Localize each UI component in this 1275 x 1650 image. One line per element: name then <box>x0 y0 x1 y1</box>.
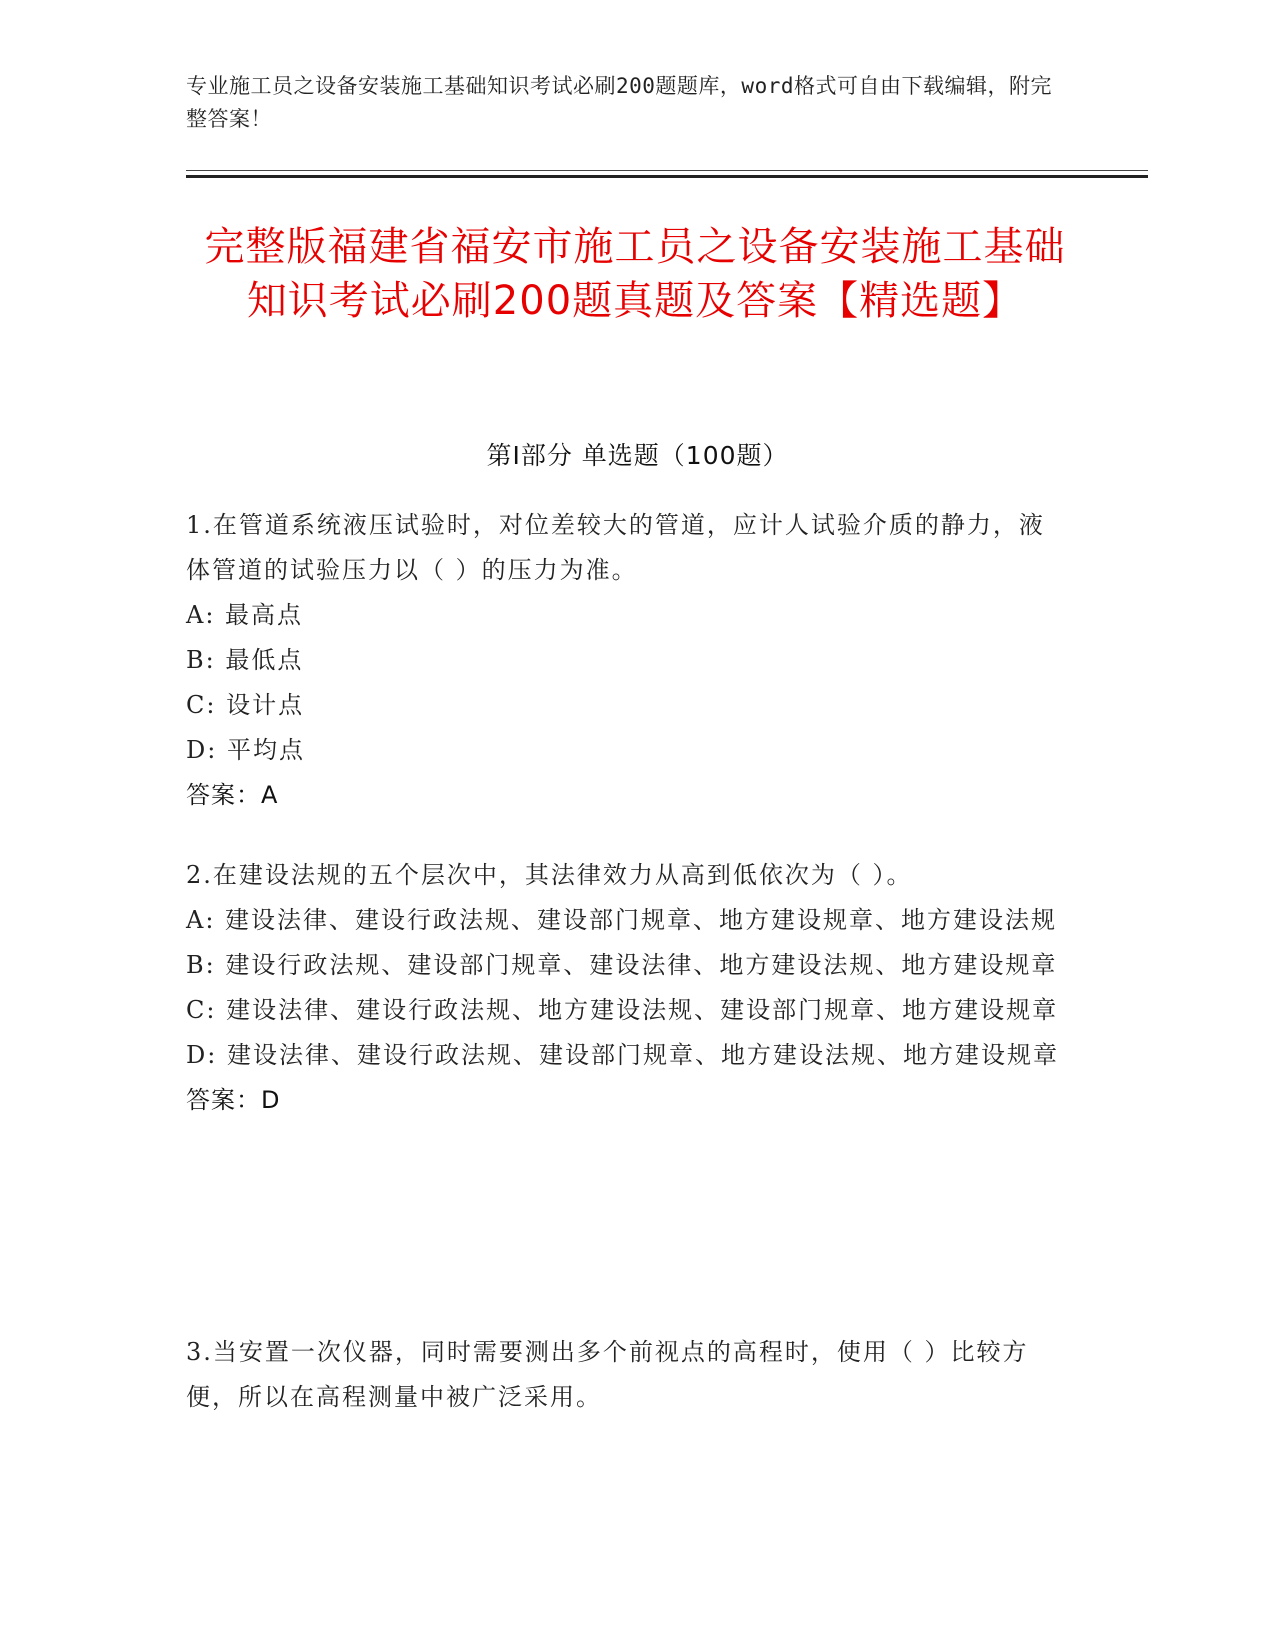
option-c: C: 建设法律、建设行政法规、地方建设法规、建设部门规章、地方建设规章 <box>186 996 1059 1024</box>
header-rule-thick <box>186 175 1148 178</box>
option-c: C: 设计点 <box>186 691 305 719</box>
option-b: B: 最低点 <box>186 646 304 674</box>
question-stem: 3.当安置一次仪器，同时需要测出多个前视点的高程时，使用（ ）比较方便，所以在高程测量中被广泛采用。 <box>186 1338 1029 1411</box>
question-3 <box>186 1330 1066 1420</box>
question-stem: 2.在建设法规的五个层次中，其法律效力从高到低依次为（ ）。 <box>186 861 913 889</box>
option-a: A: 最高点 <box>186 601 304 629</box>
option-b: B: 建设行政法规、建设部门规章、建设法律、地方建设法规、地方建设规章 <box>186 951 1058 979</box>
answer: 答案：A <box>186 781 279 809</box>
option-d: D: 建设法律、建设行政法规、建设部门规章、地方建设法规、地方建设规章 <box>186 1041 1059 1069</box>
question-stem: 1.在管道系统液压试验时，对位差较大的管道，应计人试验介质的静力，液体管道的试验压力以（ ）的压力为准。 <box>186 511 1045 584</box>
document-title: 完整版福建省福安市施工员之设备安装施工基础知识考试必刷200题真题及答案【精选题】 <box>204 224 1066 324</box>
question-2 <box>186 853 1066 1123</box>
question-1 <box>186 503 1066 818</box>
option-a: A: 建设法律、建设行政法规、建设部门规章、地方建设规章、地方建设法规 <box>186 906 1058 934</box>
section-title: 第Ⅰ部分 单选题（100题） <box>486 441 789 470</box>
answer: 答案：D <box>186 1086 281 1114</box>
header-note: 专业施工员之设备安装施工基础知识考试必刷200题题库，word格式可自由下载编辑，附完整答案！ <box>186 74 1052 131</box>
header-rule-thin <box>186 170 1148 171</box>
option-d: D: 平均点 <box>186 736 305 764</box>
